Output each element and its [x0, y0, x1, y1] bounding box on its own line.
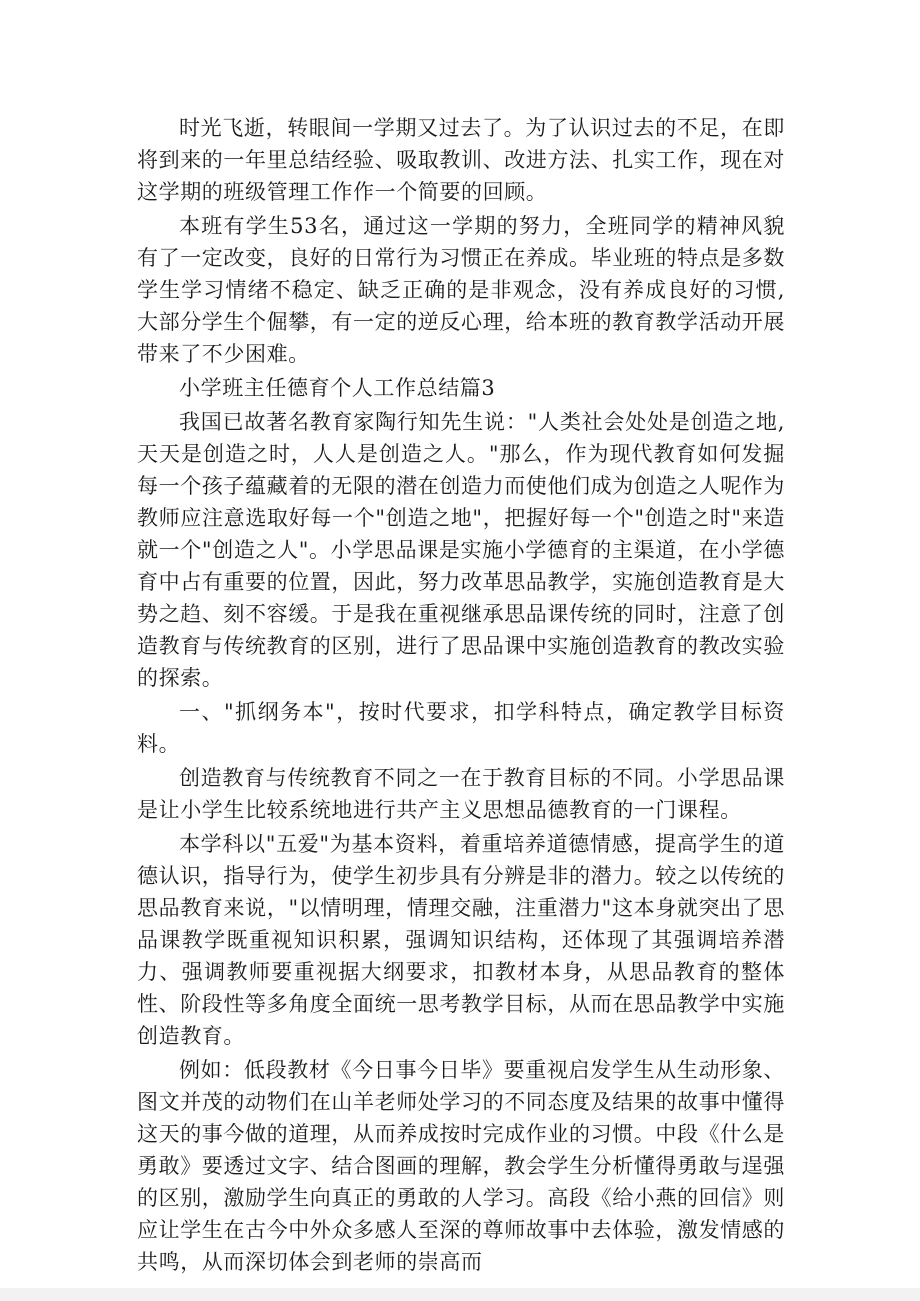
page-bottom-band — [0, 1288, 920, 1301]
section-heading: 小学班主任德育个人工作总结篇3 — [179, 376, 496, 400]
paragraph-five-loves: 本学科以"五爱"为基本资料，着重培养道德情感，提高学生的道德认识，指导行为，使学生初步具有分辨是非的潜力。较之以传统的思品教育来说，"以情明理，情理交融，注重潜力"这本身就突出了思品课教学既重视知识积累，强调知识结构，还体现了其强调培养潜力、强调教师要重视据大纲要求，扣教材本身，从思品教育的整体性、阶段性等多角度全面统一思考教学目标，从而在思品教学中实施创造教育。 — [137, 832, 785, 1048]
subheading-one: 一、"抓纲务本"，按时代要求，扣学科特点，确定教学目标资料。 — [137, 700, 785, 756]
paragraph-intro: 时光飞逝，转眼间一学期又过去了。为了认识过去的不足，在即将到来的一年里总结经验、吸取教训、改进方法、扎实工作，现在对这学期的班级管理工作作一个简要的回顾。 — [137, 116, 785, 204]
paragraph-class-overview: 本班有学生53名，通过这一学期的努力，全班同学的精神风貌有了一定改变，良好的日常行为习惯正在养成。毕业班的特点是多数学生学习情绪不稳定、缺乏正确的是非观念，没有养成良好的习惯,大部分学生个倔攀，有一定的逆反心理，给本班的教育教学活动开展带来了不少困难。 — [137, 214, 785, 366]
paragraph-tao-quote: 我国已故著名教育家陶行知先生说："人类社会处处是创造之地,天天是创造之时，人人是创造之人。"那么，作为现代教育如何发掘每一个孩子蕴藏着的无限的潜在创造力而使他们成为创造之人呢作为教师应注意选取好每一个"创造之地"，把握好每一个"创造之时"来造就一个"创造之人"。小学思品课是实施小学德育的主渠道，在小学德育中占有重要的位置，因此，努力改革思品教学，实施创造教育是大势之趋、刻不容缓。于是我在重视继承思品课传统的同时，注意了创造教育与传统教育的区别，进行了思品课中实施创造教育的教改实验的探索。 — [137, 410, 785, 690]
paragraph-examples: 例如：低段教材《今日事今日毕》要重视启发学生从生动形象、图文并茂的动物们在山羊老师处学习的不同态度及结果的故事中懂得这天的事今做的道理，从而养成按时完成作业的习惯。中段《什么是勇敢》要透过文字、结合图画的理解，教会学生分析懂得勇敢与逞强的区别，激励学生向真正的勇敢的人学习。高段《给小燕的回信》则应让学生在古今中外众多感人至深的尊师故事中去体验，激发情感的共鸣，从而深切体会到老师的崇高而 — [137, 1058, 785, 1274]
document-body — [137, 112, 785, 1278]
paragraph-difference: 创造教育与传统教育不同之一在于教育目标的不同。小学思品课是让小学生比较系统地进行共产主义思想品德教育的一门课程。 — [137, 766, 785, 822]
